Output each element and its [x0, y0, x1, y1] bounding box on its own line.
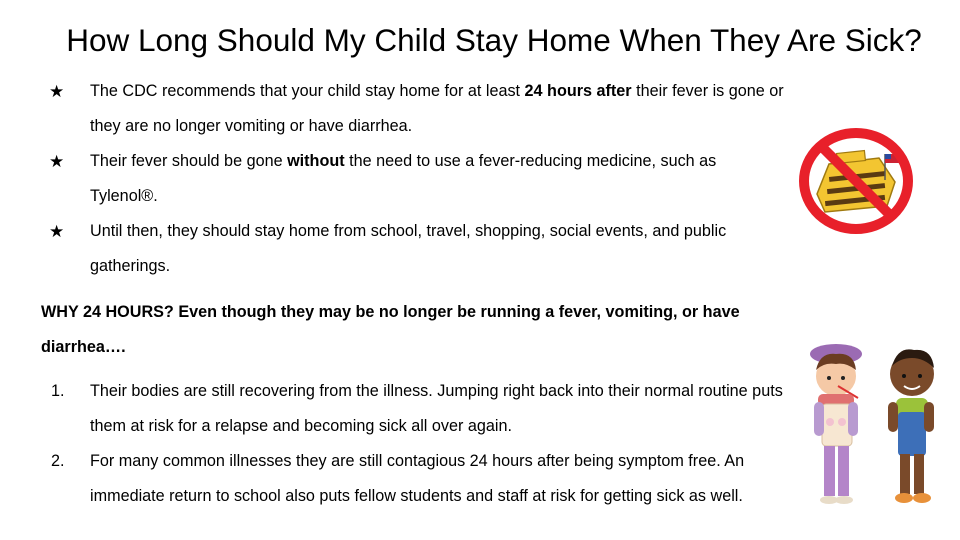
- reason-text: Their bodies are still recovering from the illness. Jumping right back into their normal routine puts them at risk for a relapse and becoming sick all over again.: [90, 382, 783, 435]
- reasons-list: [46, 374, 806, 514]
- reason-number: 1.: [51, 382, 65, 400]
- star-icon: ★: [49, 152, 65, 171]
- sick-children-illustration: [800, 340, 950, 510]
- guideline-item: [46, 74, 786, 144]
- guideline-emphasis: without: [287, 152, 345, 170]
- guideline-item: [46, 144, 786, 214]
- guideline-text: their fever is gone or they are no longer vomiting or have diarrhea.: [90, 82, 784, 135]
- guideline-text: the need to use a fever-reducing medicine, such as Tylenol®.: [90, 152, 717, 205]
- reason-number: 2.: [51, 452, 65, 470]
- guideline-item: [46, 214, 786, 284]
- sick-girl-figure: [810, 344, 862, 504]
- sick-boy-figure: [888, 349, 934, 503]
- guideline-list: [46, 74, 786, 284]
- reason-item: [46, 374, 806, 444]
- no-school-icon: [795, 124, 917, 236]
- star-icon: ★: [49, 82, 65, 101]
- guideline-text: Their fever should be gone: [90, 152, 288, 170]
- why-heading: WHY 24 HOURS? Even though they may be no longer be running a fever, vomiting, or have diarrhea….: [41, 303, 740, 356]
- guideline-emphasis: 24 hours after: [524, 82, 632, 100]
- star-icon: ★: [49, 222, 65, 241]
- guideline-text: The CDC recommends that your child stay home for at least: [90, 82, 525, 100]
- guideline-text: Until then, they should stay home from school, travel, shopping, social events, and public gatherings.: [90, 222, 727, 275]
- reason-text: For many common illnesses they are still contagious 24 hours after being symptom free. An immediate return to school also puts fellow students and staff at risk for getting sick as well.: [90, 452, 745, 505]
- page-title: How Long Should My Child Stay Home When They Are Sick?: [66, 22, 922, 58]
- reason-item: [46, 444, 806, 514]
